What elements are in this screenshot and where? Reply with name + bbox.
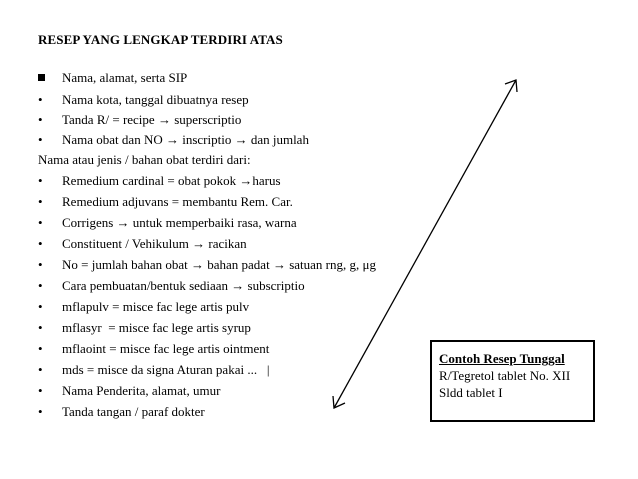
bullet-icon: • [38, 299, 43, 314]
bullet-icon: • [38, 404, 43, 419]
bullet-icon: • [38, 173, 43, 188]
bullet-icon: • [38, 320, 43, 335]
example-box [430, 340, 595, 422]
example-box-line: Sldd tablet I [439, 385, 503, 400]
example-box-line: R/Tegretol tablet No. XII [439, 368, 571, 383]
bullet-icon: • [38, 92, 43, 107]
bullet-icon: • [38, 194, 43, 209]
bullet-icon: • [38, 132, 43, 147]
page-title: RESEP YANG LENGKAP TERDIRI ATAS [38, 32, 283, 47]
bullet-icon: • [38, 341, 43, 356]
bullet-icon: • [38, 362, 43, 377]
example-box-title: Contoh Resep Tunggal [439, 351, 565, 366]
bullet-icon: • [38, 278, 43, 293]
bullet-icon: • [38, 383, 43, 398]
subheading: Nama atau jenis / bahan obat terdiri dari: [38, 152, 251, 167]
bullet-icon: • [38, 236, 43, 251]
bullet-icon: • [38, 257, 43, 272]
bullet-icon: • [38, 215, 43, 230]
bullet-icon: • [38, 112, 43, 127]
